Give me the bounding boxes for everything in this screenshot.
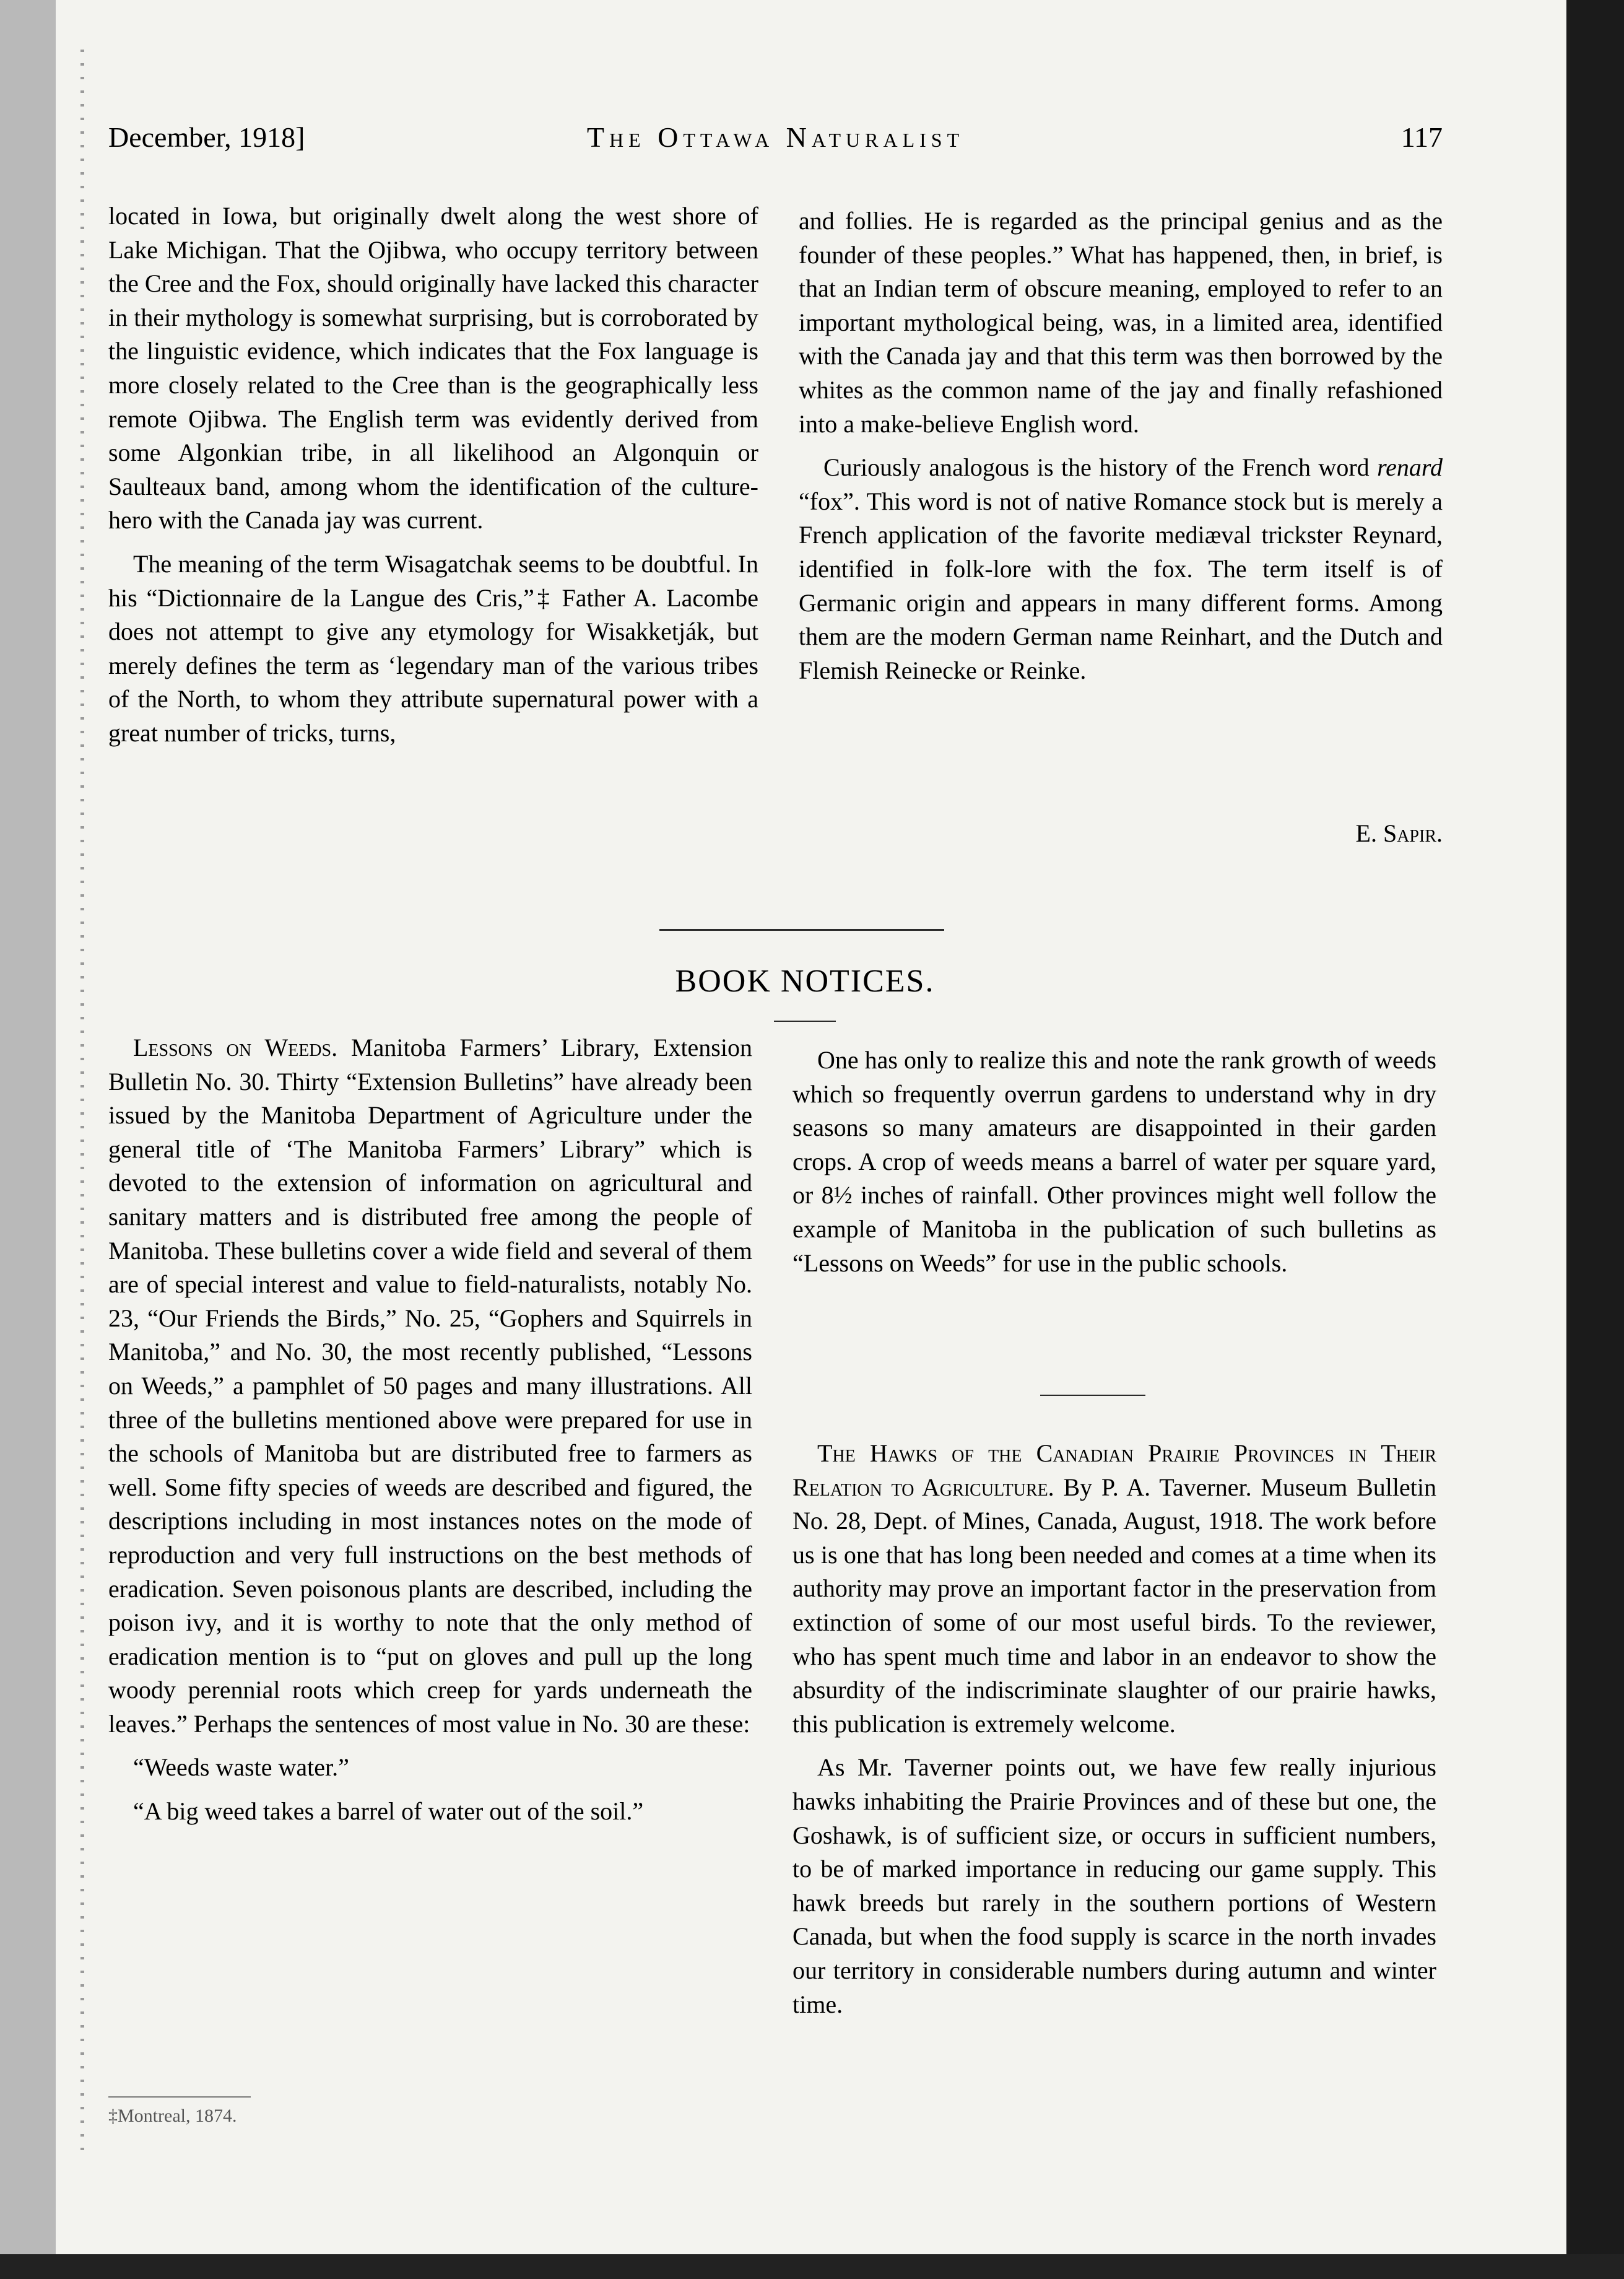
title-underline (774, 1021, 836, 1022)
running-header (108, 121, 1443, 170)
review-paragraph: As Mr. Taverner points out, we have few really injurious hawks inhabiting the Prairie Provinces and of these but one, the Goshawk, is of sufficient size, or occurs in sufficient numbers, to be of marked importance in reducing our game supply. This hawk breeds but rarely in the southern portions of Western Canada, but when the food supply is scarce in the north invades our territory in considerable numbers during autumn and winter time. (792, 1753, 1436, 2018)
article-column-left (108, 199, 758, 751)
review-divider (1040, 1395, 1145, 1396)
journal-title: The Ottawa Naturalist (586, 121, 965, 153)
article-paragraph: and follies. He is regarded as the principal genius and as the founder of these peoples.” What has happened, then, in brief, is that an Indian term of obscure meaning, employed to refer to an important mythological being, was, in a limited area, identified with the Canada jay and that this term was then borrowed by the whites as the common name of the jay and finally refashioned into a make-believe English word. (799, 207, 1443, 438)
scan-right-edge (1566, 0, 1624, 2279)
review-paragraph: One has only to realize this and note the rank growth of weeds which so frequently overrun gardens to understand why in dry seasons so many amateurs are disappointed in their garden crops. A crop of weeds means a barrel of water per square yard, or 8½ inches of rainfall. Other provinces might well follow the example of Manitoba in the publication of such bulletins as “Lessons on Weeds” for use in the public schools. (792, 1046, 1436, 1277)
section-divider (659, 929, 944, 931)
article-paragraph (799, 451, 1443, 687)
text-run: Curiously analogous is the history of the French word (823, 453, 1378, 482)
text-run: Manitoba Farmers’ Library, Extension Bulletin No. 30. Thirty “Extension Bulletins” have already been issued by the Manitoba Department of Agriculture under the general title of ‘The Manitoba Farmers’ Library” which is devoted to the extension of information on agricultural and sanitary matters and is distributed free among the people of Manitoba. These bulletins cover a wide field and several of them are of special interest and value to field-naturalists, notably No. 23, “Our Friends the Birds,” No. 25, “Gophers and Squirrels in Manitoba,” and No. 30, the most recently published, “Lessons on Weeds,” a pamphlet of 50 pages and many illustrations. All three of the bulletins mentioned above were prepared for use in the schools of Manitoba but are distributed free to farmers as well. Some fifty species of weeds are described and figured, the descriptions including in most instances notes on the mode of reproduction and very full instructions on the best methods of eradication. Seven poisonous plants are described, including the poison ivy, and it is worthy to note that the only method of eradication mention is to “put on gloves and pull up the long woody perennial roots which creep for yards underneath the leaves.” Perhaps the sentences of most value in No. 30 are these: (108, 1034, 752, 1738)
italic-word: renard (1377, 453, 1443, 482)
review2-column (792, 1437, 1436, 2021)
footnote-rule (108, 2096, 251, 2098)
author-signature: E. Sapir. (1355, 819, 1443, 847)
article-column-right (799, 204, 1443, 687)
review-column-left (108, 1031, 752, 1829)
review-heading: The Hawks of the Canadian Prairie Provinces in Their Relation to Agriculture. (792, 1439, 1436, 1501)
review-column-right (792, 1044, 1436, 1280)
article-paragraph: located in Iowa, but originally dwelt along the west shore of Lake Michigan. That the Ojibwa, who occupy territory between the Cree and the Fox, should originally have lacked this character in their mythology is somewhat surprising, but is corroborated by the linguistic evidence, which indicates that the Fox language is more closely related to the Cree than is the geographically less remote Ojibwa. The English term was evidently derived from some Algonkian tribe, in all likelihood an Algonquin or Saulteaux band, among whom the identification of the culture-hero with the Canada jay was current. (108, 202, 758, 534)
scan-bottom-edge (0, 2254, 1624, 2279)
quote: “A big weed takes a barrel of water out of the soil.” (133, 1797, 644, 1826)
article-paragraph: The meaning of the term Wisagatchak seems to be doubtful. In his “Dictionnaire de la Langue des Cris,”‡ Father A. Lacombe does not attempt to give any etymology for Wisakketják, but merely defines the term as ‘legendary man of the various tribes of the North, to whom they attribute supernatural power with a great number of tricks, turns, (108, 549, 758, 747)
review-paragraph (792, 1437, 1436, 1741)
header-date: December, 1918] (108, 121, 305, 153)
section-title: BOOK NOTICES. (675, 964, 935, 999)
review-heading: Lessons on Weeds. (133, 1034, 338, 1061)
text-run: By P. A. Taverner. Museum Bulletin No. 28, Dept. of Mines, Canada, August, 1918. The work before us is one that has long been needed and comes at a time when its authority may prove an important factor in the preservation from extinction of some of our most useful birds. To the reviewer, who has spent much time and labor in an endeavor to show the absurdity of the indiscriminate slaughter of our prairie hawks, this publication is extremely welcome. (792, 1473, 1437, 1738)
review-paragraph (108, 1031, 752, 1741)
text-run: “fox”. This word is not of native Romance stock but is merely a French application of the favorite mediæval trickster Reynard, identified in folk-lore with the fox. The term itself is of Germanic origin and appears in many different forms. Among them are the modern German name Reinhart, and the Dutch and Flemish Reinecke or Reinke. (799, 487, 1443, 684)
footnote: ‡Montreal, 1874. (108, 2106, 237, 2126)
page-number: 117 (1400, 121, 1443, 153)
binding-marks (80, 50, 84, 2155)
quote: “Weeds waste water.” (133, 1753, 349, 1782)
